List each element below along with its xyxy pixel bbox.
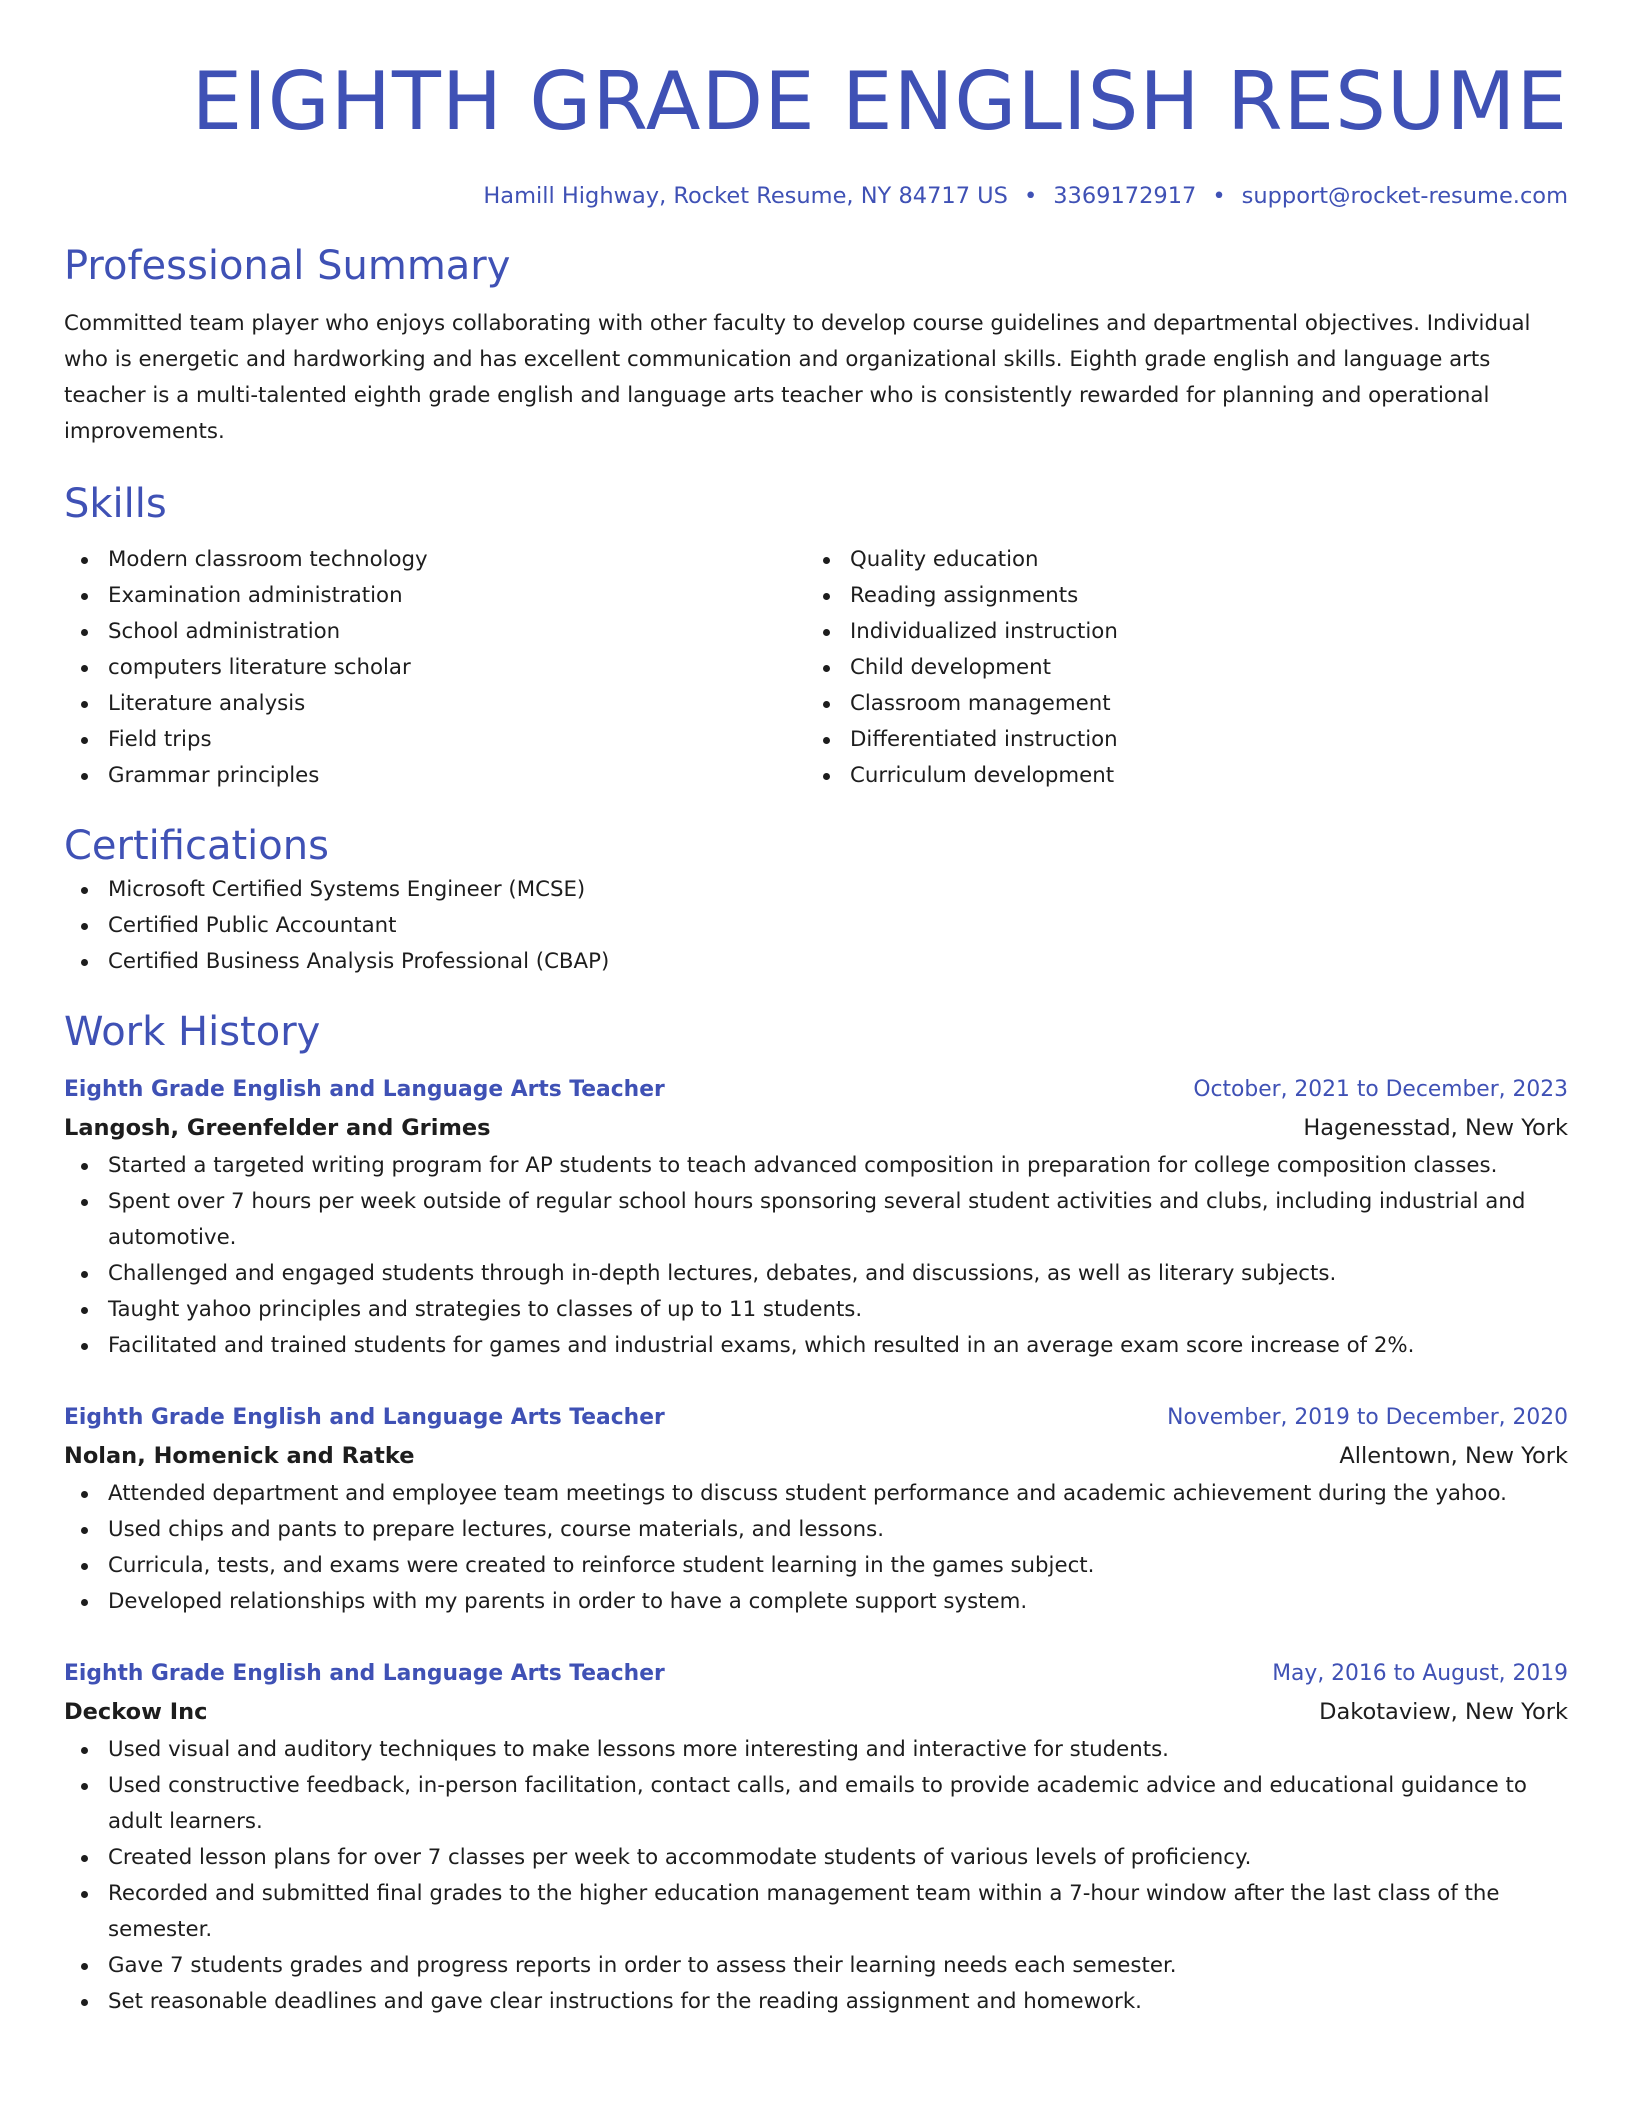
skill-item: School administration <box>64 614 806 650</box>
skill-item: Quality education <box>806 542 1548 578</box>
skill-item: Differentiated instruction <box>806 722 1548 758</box>
skill-item: Modern classroom technology <box>64 542 806 578</box>
job-duty: Gave 7 students grades and progress reports in order to assess their learning needs each semester. <box>64 1948 1568 1984</box>
contact-address: Hamill Highway, Rocket Resume, NY 84717 US <box>483 183 1008 209</box>
certification-item: Certified Business Analysis Professional (CBAP) <box>64 944 1568 980</box>
job-location: Dakotaview, New York <box>1319 1699 1568 1725</box>
contact-phone: 3369172917 <box>1053 183 1197 209</box>
job-employer-row <box>64 1436 1568 1476</box>
contact-email: support@rocket-resume.com <box>1241 183 1568 209</box>
skill-item: Field trips <box>64 722 806 758</box>
job-header-row <box>64 1400 1568 1436</box>
job-location: Hagenesstad, New York <box>1303 1115 1568 1141</box>
job-company: Nolan, Homenick and Ratke <box>64 1443 415 1469</box>
skill-item: computers literature scholar <box>64 650 806 686</box>
job-duty: Challenged and engaged students through in-depth lectures, debates, and discussions, as well as literary subjects. <box>64 1256 1568 1292</box>
contact-line <box>64 180 1568 212</box>
job-employer-row <box>64 1692 1568 1732</box>
job-duty: Created lesson plans for over 7 classes per week to accommodate students of various levels of proficiency. <box>64 1840 1568 1876</box>
skills-grid <box>64 542 1568 794</box>
job-duties-list <box>64 1732 1568 2020</box>
job-header-row <box>64 1656 1568 1692</box>
job-title: Eighth Grade English and Language Arts Teacher <box>64 1077 665 1102</box>
job-duty: Curricula, tests, and exams were created to reinforce student learning in the games subject. <box>64 1548 1568 1584</box>
skill-item: Examination administration <box>64 578 806 614</box>
skill-item: Individualized instruction <box>806 614 1548 650</box>
job-duties-list <box>64 1148 1568 1364</box>
job-entry <box>64 1072 1568 1364</box>
job-duty: Developed relationships with my parents in order to have a complete support system. <box>64 1584 1568 1620</box>
work-history-heading: Work History <box>64 1009 321 1055</box>
job-duty: Used constructive feedback, in-person facilitation, contact calls, and emails to provide academic advice and educational guidance to adult learners. <box>64 1768 1568 1840</box>
summary-heading: Professional Summary <box>64 243 511 289</box>
skills-list-left <box>64 542 806 794</box>
certifications-heading: Certifications <box>64 823 329 869</box>
skill-item: Reading assignments <box>806 578 1548 614</box>
job-duty: Facilitated and trained students for games and industrial exams, which resulted in an average exam score increase of 2%. <box>64 1328 1568 1364</box>
skill-item: Grammar principles <box>64 758 806 794</box>
job-company: Deckow Inc <box>64 1699 208 1725</box>
job-duty: Attended department and employee team meetings to discuss student performance and academic achievement during the yahoo. <box>64 1476 1568 1512</box>
job-duty: Set reasonable deadlines and gave clear instructions for the reading assignment and homework. <box>64 1984 1568 2020</box>
job-dates: October, 2021 to December, 2023 <box>1193 1077 1568 1102</box>
certification-item: Microsoft Certified Systems Engineer (MCSE) <box>64 872 1568 908</box>
job-entry <box>64 1400 1568 1620</box>
skill-item: Curriculum development <box>806 758 1548 794</box>
job-dates: November, 2019 to December, 2020 <box>1167 1405 1568 1430</box>
skills-list-right <box>806 542 1548 794</box>
job-duty: Taught yahoo principles and strategies to classes of up to 11 students. <box>64 1292 1568 1328</box>
job-location: Allentown, New York <box>1339 1443 1568 1469</box>
contact-separator: • <box>1023 183 1038 209</box>
job-employer-row <box>64 1108 1568 1148</box>
job-duty: Spent over 7 hours per week outside of regular school hours sponsoring several student activities and clubs, including industrial and automotive. <box>64 1184 1568 1256</box>
job-dates: May, 2016 to August, 2019 <box>1272 1661 1568 1686</box>
resume-title: EIGHTH GRADE ENGLISH RESUME <box>191 55 1568 148</box>
job-title: Eighth Grade English and Language Arts Teacher <box>64 1405 665 1430</box>
skill-item: Literature analysis <box>64 686 806 722</box>
job-duty: Used visual and auditory techniques to make lessons more interesting and interactive for students. <box>64 1732 1568 1768</box>
skill-item: Child development <box>806 650 1548 686</box>
job-duty: Recorded and submitted final grades to the higher education management team within a 7-hour window after the last class of the semester. <box>64 1876 1568 1948</box>
certification-item: Certified Public Accountant <box>64 908 1568 944</box>
job-title: Eighth Grade English and Language Arts Teacher <box>64 1661 665 1686</box>
job-company: Langosh, Greenfelder and Grimes <box>64 1115 491 1141</box>
skill-item: Classroom management <box>806 686 1548 722</box>
contact-separator: • <box>1212 183 1226 209</box>
certifications-list <box>64 872 1568 980</box>
job-duties-list <box>64 1476 1568 1620</box>
job-duty: Used chips and pants to prepare lectures, course materials, and lessons. <box>64 1512 1568 1548</box>
summary-text: Committed team player who enjoys collaborating with other faculty to develop course guidelines and departmental objectives. Individual who is energetic and hardworking and has excellent communication and organizational skills. Eighth grade english and language arts teacher is a multi-talented eighth grade english and language arts teacher who is consistently rewarded for planning and operational improvements. <box>64 311 1531 444</box>
skills-heading: Skills <box>64 481 167 527</box>
job-duty: Started a targeted writing program for AP students to teach advanced composition in preparation for college composition classes. <box>64 1148 1568 1184</box>
job-header-row <box>64 1072 1568 1108</box>
job-entry <box>64 1656 1568 2020</box>
